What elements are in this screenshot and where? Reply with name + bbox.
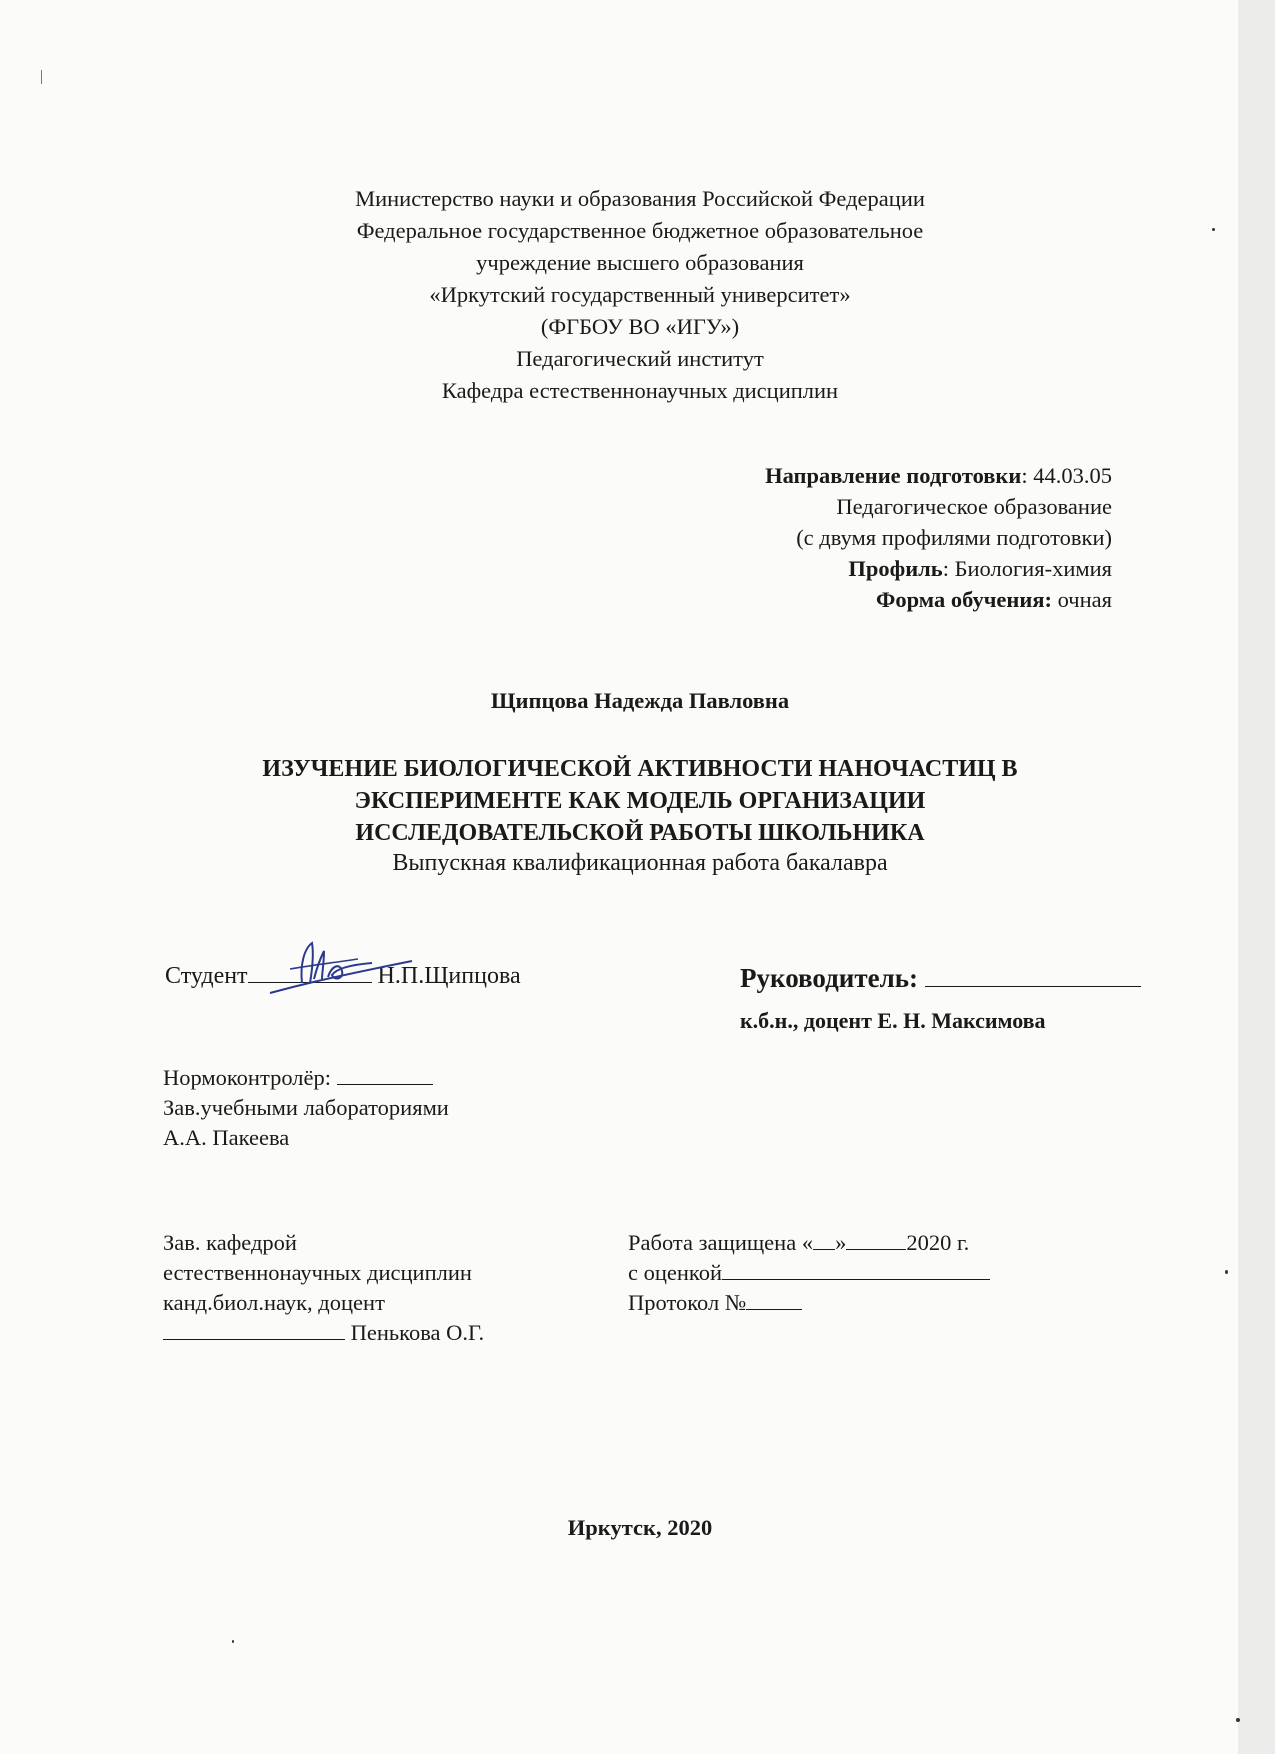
title-line: ИССЛЕДОВАТЕЛЬСКОЙ РАБОТЫ ШКОЛЬНИКА [355,820,925,846]
form-line [765,584,1112,615]
defense-block [628,1228,990,1318]
scan-edge [1238,0,1275,1754]
direction-name: Педагогическое образование [836,494,1112,519]
thesis-title [140,753,1140,849]
protocol-label: Протокол № [628,1290,747,1315]
city-year: Иркутск, 2020 [567,1515,713,1540]
supervisor-signature-blank [925,966,1141,987]
direction-label: Направление подготовки [765,463,1022,488]
grade-label: с оценкой [628,1260,723,1285]
normocontrol-name: А.А. Пакеева [163,1125,290,1150]
header-line: учреждение высшего образования [476,250,804,275]
defense-date-line [628,1228,990,1258]
profile-value: : Биология-химия [942,556,1112,581]
student-label: Студент [165,963,248,989]
normocontrol-blank [337,1066,433,1085]
header-line: (ФГБОУ ВО «ИГУ») [540,314,740,339]
day-blank [813,1231,835,1250]
direction-value: : 44.03.05 [1021,463,1112,488]
protocol-line [628,1288,990,1318]
head-line-2: естественнонаучных дисциплин [163,1260,472,1285]
title-line: ИЗУЧЕНИЕ БИОЛОГИЧЕСКОЙ АКТИВНОСТИ НАНОЧАСТИЦ В [262,756,1018,782]
grade-blank [722,1261,990,1280]
profile-label: Профиль [848,556,943,581]
normocontrol-position: Зав.учебными лабораториями [163,1095,449,1120]
normocontrol-line [163,1063,449,1093]
head-line-1: Зав. кафедрой [163,1230,297,1255]
supervisor-label: Руководитель: [740,963,925,993]
student-short-name: Н.П.Щипцова [371,963,521,989]
author-name: Щипцова Надежда Павловна [490,688,790,713]
defense-date-quote: » [835,1230,847,1255]
scan-speck [1225,1270,1228,1274]
head-line-3: канд.биол.наук, доцент [163,1290,385,1315]
profile-line [765,553,1112,584]
scan-speck [41,70,42,84]
head-signature-blank [163,1321,345,1340]
preparation-block [765,460,1112,615]
month-blank [846,1231,906,1250]
title-line: ЭКСПЕРИМЕНТЕ КАК МОДЕЛЬ ОРГАНИЗАЦИИ [354,788,926,814]
head-sign-line [163,1318,484,1348]
head-of-department-block [163,1228,484,1348]
defense-year: 2020 г. [906,1230,970,1255]
supervisor-line [740,963,1141,994]
handwritten-signature [262,935,422,1005]
form-label: Форма обучения: [876,587,1052,612]
header-line: Федеральное государственное бюджетное образовательное [356,218,924,243]
direction-line [765,460,1112,491]
institution-header [240,183,1040,407]
scan-speck [1212,228,1215,231]
form-value: очная [1052,587,1112,612]
thesis-subtitle: Выпускная квалификационная работа бакалавра [392,850,888,876]
header-line: Министерство науки и образования Российской Федерации [355,186,925,211]
normocontrol-block [163,1063,449,1153]
scan-speck [1236,1718,1240,1722]
header-line: Кафедра естественнонаучных дисциплин [441,378,839,403]
grade-line [628,1258,990,1288]
normocontrol-label: Нормоконтролёр: [163,1065,337,1090]
supervisor-name: к.б.н., доцент Е. Н. Максимова [740,1008,1046,1033]
header-line: Педагогический институт [516,346,764,371]
defense-date-prefix: Работа защищена « [628,1230,814,1255]
head-name: Пенькова О.Г. [345,1320,485,1345]
direction-note: (с двумя профилями подготовки) [796,525,1112,550]
header-line: «Иркутский государственный университет» [429,282,851,307]
scan-speck [232,1640,234,1643]
protocol-blank [746,1291,802,1310]
